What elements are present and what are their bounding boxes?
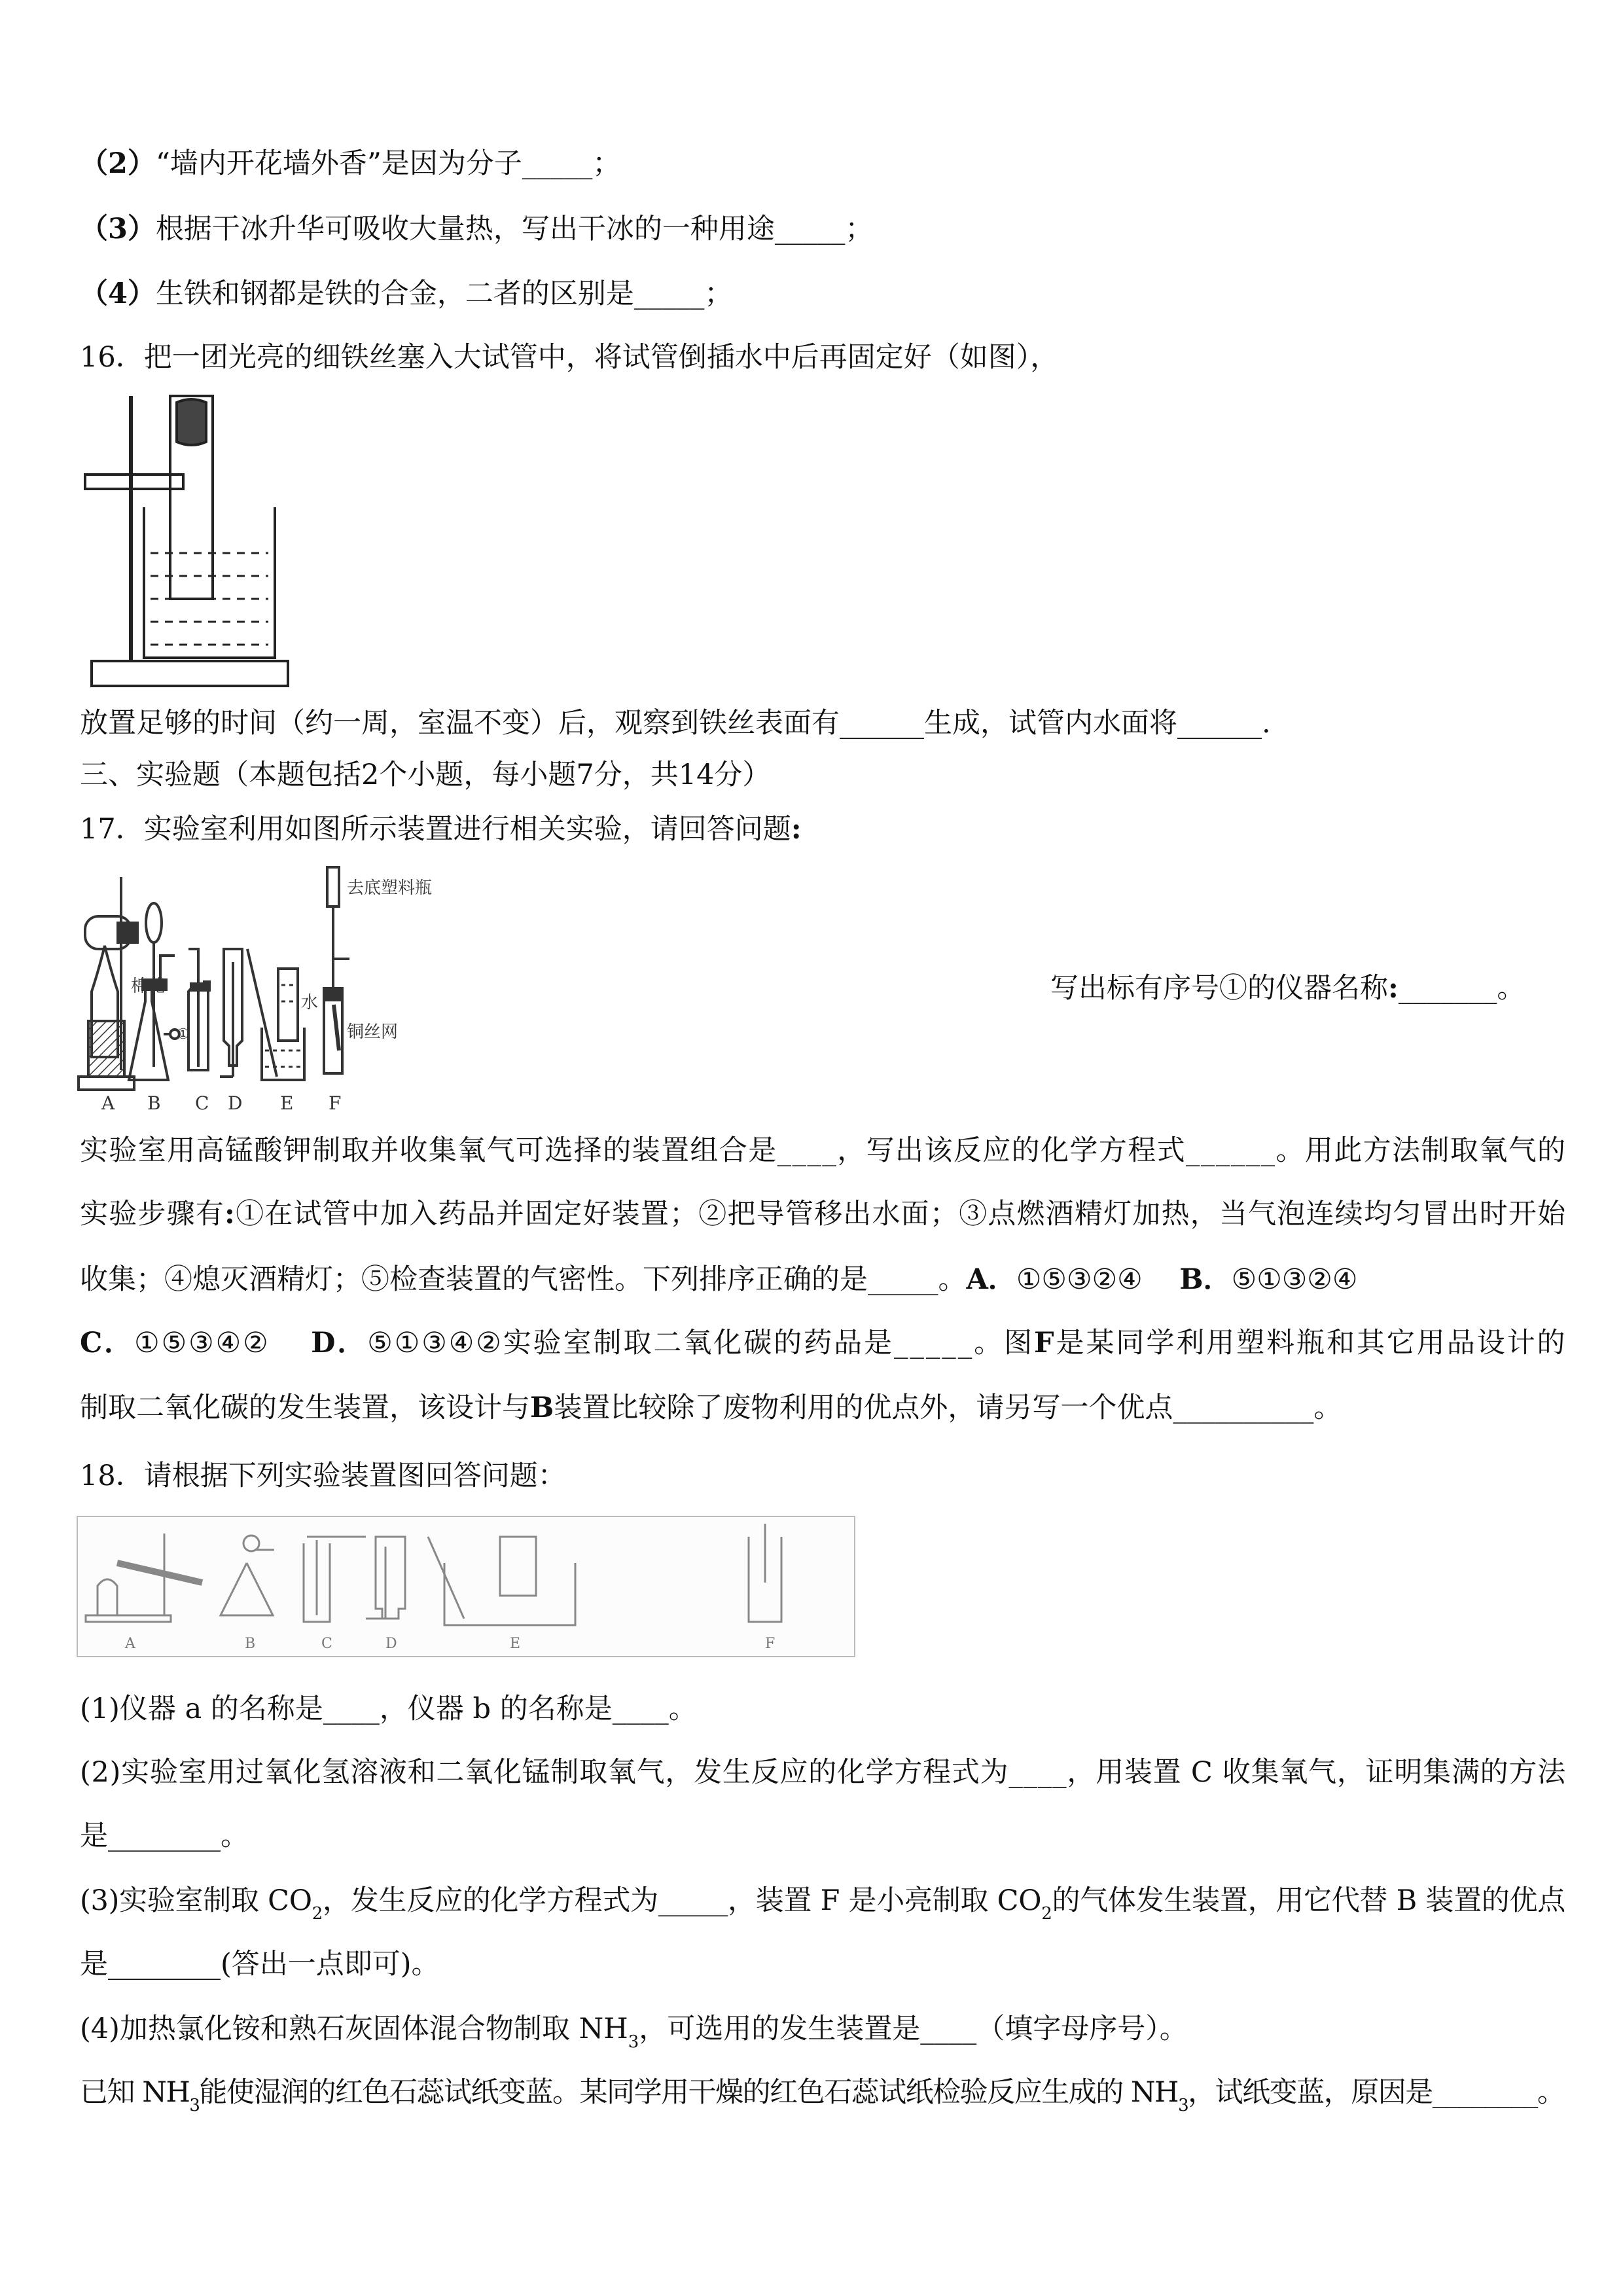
answer-blank[interactable]: ________ [108,1948,221,1981]
iron-wire-icon [177,399,206,445]
text-line [80,276,732,312]
label-f: F [329,1092,342,1113]
text-segment: (1)仪器 a 的名称是 [80,1693,323,1725]
text-segment: 。用此方法制取氧气的 [1275,1134,1567,1167]
text-segment: 是 [80,1820,108,1852]
label-d: D [228,1092,243,1113]
text-segment: （3） [80,213,156,245]
apparatus-c [304,1537,366,1622]
label-a: A [125,1636,135,1652]
text-segment: ； [704,278,733,310]
text-segment: 生成，试管内水面将 [924,707,1177,740]
text-segment: 。 [938,1263,967,1296]
text-segment: 。 [221,1820,249,1852]
answer-blank[interactable]: ______ [1177,707,1262,740]
text-line [80,1132,1566,1169]
text-segment: D． [311,1327,368,1359]
text-segment: ； [592,147,621,180]
text-segment: 。 [668,1693,697,1725]
beaker [144,507,275,658]
label-e: E [280,1092,294,1113]
text-segment: 18．请根据下列实验装置图回答问题： [80,1460,566,1492]
figure-17-apparatus [72,861,1041,1113]
stand-base [92,661,288,686]
clamp [85,475,183,489]
text-segment: 的气体发生装置，用它代替 B 装置的优点 [1052,1884,1566,1917]
text-segment: . [1262,707,1271,740]
mesh-label: 铜丝网 [347,1022,399,1042]
text-segment: F [1034,1327,1056,1359]
text-line [80,2011,1188,2060]
text-segment: : [224,1198,236,1230]
cotton-label: 棉花 [131,977,166,996]
text-segment: 收集；④熄灭酒精灯；⑤检查装置的气密性。下列排序正确的是 [80,1263,868,1296]
apparatus-f [749,1524,781,1622]
text-segment: ，用装置 C 收集氧气，证明集满的方法 [1067,1756,1566,1789]
answer-blank[interactable]: _____ [893,1327,974,1359]
text-line [80,1261,1357,1298]
text-segment: 装置比较除了废物利用的优点外，请另写一个优点 [554,1391,1173,1424]
answer-blank[interactable]: ____ [612,1693,669,1725]
apparatus-c [188,949,211,1070]
answer-blank[interactable]: ____ [1008,1756,1067,1789]
label-a: A [101,1092,115,1113]
subscript: 2 [1041,1904,1052,1924]
text-segment: 放置足够的时间（约一周，室温不变）后，观察到铁丝表面有 [80,707,840,740]
side-question-end: 。 [1497,972,1525,1005]
answer-blank[interactable]: ____ [323,1693,380,1725]
text-line [80,339,1058,376]
water-dashes [151,553,268,645]
text-segment: B [530,1391,554,1424]
text-segment: ，写出该反应的化学方程式 [837,1134,1186,1167]
apparatus-a [79,877,137,1090]
text-segment: ①⑤③④② [134,1327,312,1359]
figure-18-apparatus [77,1516,855,1657]
text-segment: ，仪器 b 的名称是 [379,1693,613,1725]
figure-16-iron-wire-apparatus [79,389,301,691]
apparatus-a [86,1534,202,1622]
text-line [80,1325,1567,1361]
answer-blank[interactable]: _____ [522,147,593,180]
text-line [80,757,770,793]
text-line [80,811,802,848]
text-line [80,1458,566,1494]
text-segment: 已知 NH [80,2076,190,2109]
text-segment: 制取二氧化碳的发生装置，该设计与 [80,1391,530,1424]
label-c: C [321,1636,332,1652]
text-line [80,1818,249,1854]
label-d: D [385,1636,397,1652]
answer-blank[interactable]: _____ [868,1263,938,1296]
label-b: B [245,1636,256,1652]
text-segment: 根据干冰升华可吸收大量热，写出干冰的一种用途 [155,213,775,245]
label-b: B [147,1092,161,1113]
text-segment: 17．实验室利用如图所示装置进行相关实验，请回答问题 [80,813,791,846]
answer-blank[interactable]: _____ [633,278,705,310]
answer-blank[interactable]: __________ [1173,1391,1314,1424]
text-segment: ； [845,213,874,245]
text-segment: ①在试管中加入药品并固定好装置；②把导管移出水面；③点燃酒精灯加热，当气泡连续均匀冒出时开始 [236,1198,1567,1230]
water-label: 水 [301,993,319,1013]
apparatus-e [428,1537,575,1625]
text-segment: “墙内开花墙外香”是因为分子 [155,147,522,180]
text-segment: （4） [80,278,156,310]
answer-blank[interactable]: _______ [1398,972,1497,1005]
text-line [80,1882,1565,1932]
side-question-colon: : [1388,972,1399,1005]
answer-blank[interactable]: ________ [108,1820,221,1852]
text-line [80,2074,1564,2124]
text-segment: : [791,813,802,846]
apparatus-d [366,1537,405,1619]
label-f: F [765,1636,776,1652]
text-segment: （填字母序号）。 [976,2013,1188,2045]
answer-blank[interactable]: ______ [840,707,924,740]
text-segment: (4)加热氯化铵和熟石灰固体混合物制取 NH [80,2013,628,2045]
text-segment: ⑤①③②④ [1231,1263,1358,1296]
text-segment: ⑤①③④②实验室制取二氧化碳的药品是 [367,1327,894,1359]
side-question [1050,970,1525,1007]
text-segment: (3)实验室制取 CO [80,1884,312,1917]
text-segment: 。 [1313,1391,1342,1424]
answer-blank[interactable]: _____ [774,213,846,245]
text-segment: ，发生反应的化学方程式为 [323,1884,658,1917]
text-segment: (答出一点即可)。 [221,1948,440,1981]
subscript: 3 [189,2096,200,2115]
answer-blank[interactable]: ______ [1186,1134,1276,1167]
text-segment: （2） [80,147,156,180]
side-question-text: 写出标有序号①的仪器名称 [1050,972,1388,1005]
text-line [80,1754,1566,1791]
apparatus-b [221,1535,274,1615]
text-segment: ①⑤③②④ [1016,1263,1180,1296]
text-segment: 。 [1537,2076,1565,2109]
answer-blank[interactable]: _____ [658,1884,728,1917]
text-line [80,1196,1566,1232]
apparatus-d [220,949,242,1077]
label-e: E [510,1636,521,1652]
subscript: 2 [312,1904,323,1924]
answer-blank[interactable]: ____ [777,1134,838,1167]
text-segment: A． [966,1263,1016,1296]
answer-blank[interactable]: ________ [1432,2076,1537,2109]
text-line [80,1390,1342,1426]
text-line [80,211,873,247]
text-segment: (2)实验室用过氧化氢溶液和二氧化锰制取氧气，发生反应的化学方程式为 [80,1756,1009,1789]
text-segment: 能使湿润的红色石蕊试纸变蓝。某同学用干燥的红色石蕊试纸检验反应生成的 NH [199,2076,1179,2109]
text-segment: 实验室用高锰酸钾制取并收集氧气可选择的装置组合是 [80,1134,777,1167]
text-segment: 三、实验题（本题包括2个小题，每小题7分，共14分） [80,759,771,791]
text-line [80,1691,697,1727]
text-line [80,705,1271,742]
answer-blank[interactable]: ____ [920,2013,977,2045]
apparatus-f [324,867,349,1073]
apparatus-e [247,949,304,1080]
text-segment: 实验步骤有 [80,1198,224,1230]
text-segment: 生铁和钢都是铁的合金，二者的区别是 [155,278,634,310]
text-line [80,145,620,182]
text-segment: ，装置 F 是小亮制取 CO [727,1884,1042,1917]
marker-1: ① [177,1026,190,1043]
subscript: 3 [1178,2096,1188,2115]
text-segment: ，可选用的发生装置是 [639,2013,921,2045]
label-c: C [195,1092,209,1113]
text-line [80,1946,440,1982]
text-segment: 。图 [974,1327,1035,1359]
text-segment: 16．把一团光亮的细铁丝塞入大试管中，将试管倒插水中后再固定好（如图）， [80,341,1059,374]
text-segment: ，试纸变蓝，原因是 [1188,2076,1433,2109]
text-segment: C． [80,1327,135,1359]
text-segment: B． [1179,1263,1232,1296]
subscript: 3 [628,2032,639,2052]
text-segment: 是 [80,1948,108,1981]
text-segment: 是某同学利用塑料瓶和其它用品设计的 [1056,1327,1567,1359]
bottle-label: 去底塑料瓶 [347,878,433,898]
